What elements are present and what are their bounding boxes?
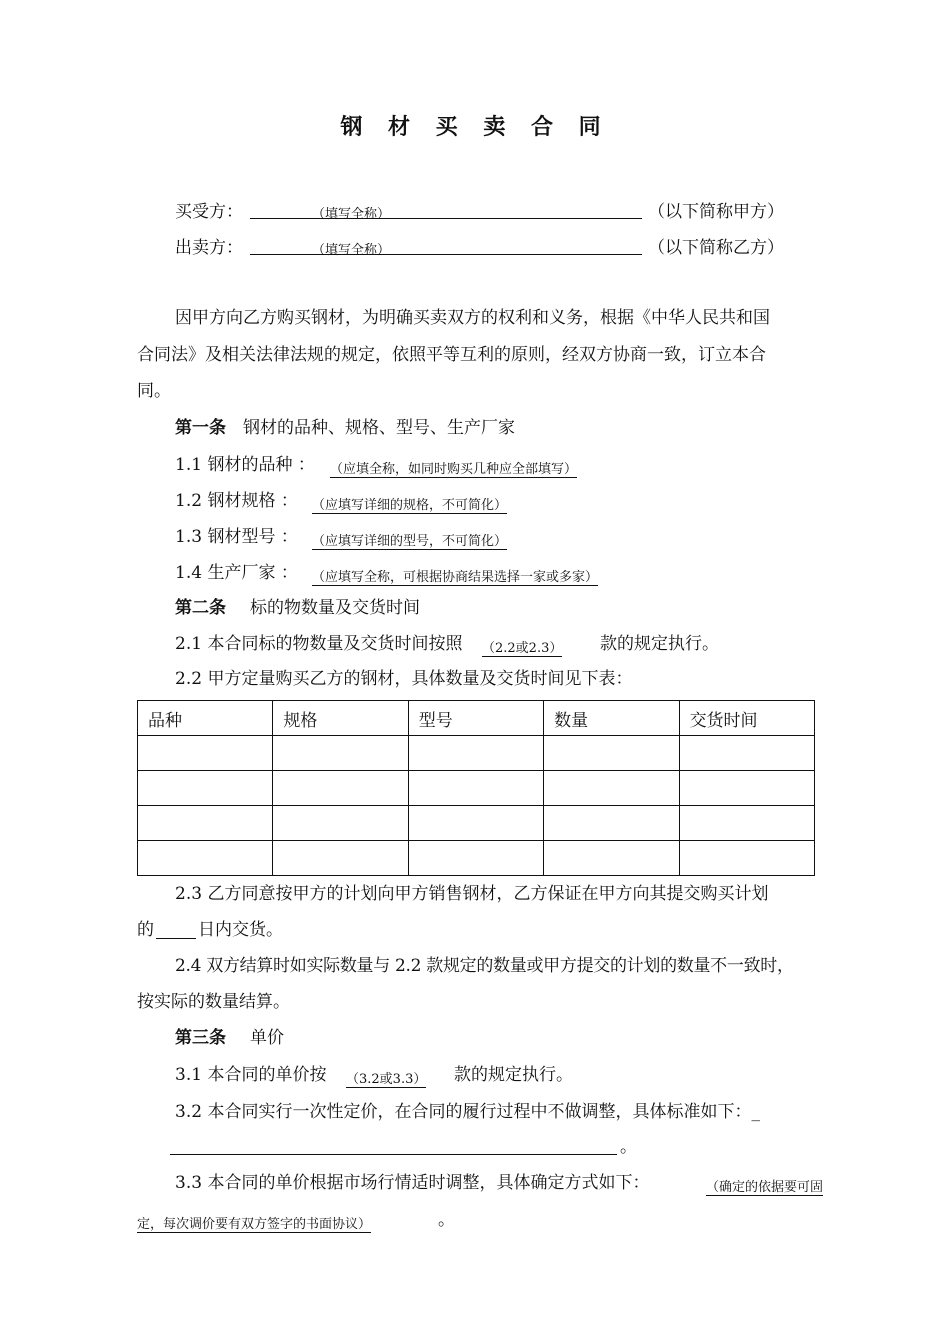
para-2-1-post: 款的规定执行。 [600, 634, 719, 654]
seller-label: 出卖方： [175, 238, 243, 258]
para-3-2: 3.2 本合同实行一次性定价，在合同的履行过程中不做调整，具体标准如下：_ [175, 1102, 760, 1122]
table-cell[interactable] [544, 736, 679, 771]
seller-hint: （填写全称） [312, 243, 391, 258]
price-standard-field[interactable] [170, 1136, 617, 1155]
item-1-1-label: 1.1 钢材的品种 ： [175, 455, 315, 475]
para-3-3-hint-2[interactable]: 定，每次调价要有双方签字的书面协议） [137, 1213, 371, 1233]
table-row [138, 841, 815, 876]
para-3-1-pre: 3.1 本合同的单价按 [175, 1065, 327, 1085]
table-cell[interactable] [273, 736, 408, 771]
table-row [138, 806, 815, 841]
seller-field[interactable] [250, 236, 642, 255]
para-3-1-post: 款的规定执行。 [454, 1065, 573, 1085]
table-cell[interactable] [138, 841, 273, 876]
item-1-1-hint[interactable]: （应填全称，如同时购买几种应全部填写） [330, 458, 577, 478]
para-3-2-end: 。 [620, 1137, 637, 1157]
para-2-1-pre: 2.1 本合同标的物数量及交货时间按照 [175, 634, 463, 654]
table-cell[interactable] [408, 806, 543, 841]
item-1-3-hint[interactable]: （应填写详细的型号，不可简化） [312, 530, 507, 550]
para-3-3-pre: 3.3 本合同的单价根据市场行情适时调整，具体确定方式如下： [175, 1173, 650, 1193]
quantity-delivery-table [137, 700, 815, 876]
delivery-days-field[interactable] [156, 920, 196, 939]
table-cell[interactable] [408, 771, 543, 806]
article-2-number: 第二条 [175, 598, 226, 618]
table-cell[interactable] [273, 841, 408, 876]
article-3-number: 第三条 [175, 1028, 226, 1048]
table-cell[interactable] [679, 841, 814, 876]
table-row [138, 771, 815, 806]
table-cell[interactable] [544, 771, 679, 806]
article-2-heading: 标的物数量及交货时间 [250, 598, 420, 618]
table-cell[interactable] [679, 806, 814, 841]
table-header-cell: 型号 [408, 701, 543, 736]
table-cell[interactable] [273, 806, 408, 841]
item-1-2-label: 1.2 钢材规格 ： [175, 491, 298, 511]
table-header-cell: 交货时间 [679, 701, 814, 736]
para-2-4-line-1: 2.4 双方结算时如实际数量与 2.2 款规定的数量或甲方提交的计划的数量不一致时， [175, 956, 794, 976]
buyer-label: 买受方： [175, 202, 243, 222]
seller-suffix: （以下简称乙方） [648, 238, 784, 258]
buyer-suffix: （以下简称甲方） [648, 202, 784, 222]
table-cell[interactable] [138, 806, 273, 841]
table-header-cell: 品种 [138, 701, 273, 736]
para-2-2: 2.2 甲方定量购买乙方的钢材，具体数量及交货时间见下表： [175, 669, 633, 689]
para-2-1-hint[interactable]: （2.2或2.3） [482, 637, 562, 657]
table-cell[interactable] [138, 736, 273, 771]
table-cell[interactable] [679, 736, 814, 771]
table-cell[interactable] [679, 771, 814, 806]
article-3-heading: 单价 [250, 1028, 284, 1048]
item-1-4-hint[interactable]: （应填写全称，可根据协商结果选择一家或多家） [312, 566, 598, 586]
table-cell[interactable] [273, 771, 408, 806]
para-2-3-line-1: 2.3 乙方同意按甲方的计划向甲方销售钢材，乙方保证在甲方向其提交购买计划 [175, 884, 769, 904]
table-header-cell: 数量 [544, 701, 679, 736]
item-1-3-label: 1.3 钢材型号 ： [175, 527, 298, 547]
table-cell[interactable] [138, 771, 273, 806]
article-1-heading: 钢材的品种、规格、型号、生产厂家 [243, 418, 515, 438]
document-title: 钢 材 买 卖 合 同 [340, 115, 610, 140]
para-2-4-line-2: 按实际的数量结算。 [137, 992, 290, 1012]
intro-line-2: 合同法》及相关法律法规的规定，依照平等互利的原则，经双方协商一致，订立本合 [137, 345, 766, 365]
intro-line-1: 因甲方向乙方购买钢材，为明确买卖双方的权利和义务，根据《中华人民共和国 [175, 308, 770, 328]
table-row [138, 736, 815, 771]
table-cell[interactable] [408, 841, 543, 876]
para-2-3-post: 日内交货。 [198, 920, 283, 940]
intro-line-3: 同。 [137, 381, 171, 401]
item-1-4-label: 1.4 生产厂家 ： [175, 563, 298, 583]
table-cell[interactable] [544, 841, 679, 876]
para-3-3-hint-1[interactable]: （确定的依据要可固 [706, 1176, 823, 1196]
table-header-cell: 规格 [273, 701, 408, 736]
buyer-field[interactable] [250, 200, 642, 219]
para-2-3-pre: 的 [137, 920, 154, 940]
buyer-hint: （填写全称） [312, 207, 391, 222]
table-cell[interactable] [544, 806, 679, 841]
para-3-3-end: 。 [438, 1210, 455, 1230]
table-cell[interactable] [408, 736, 543, 771]
article-1-number: 第一条 [175, 418, 226, 438]
para-3-1-hint[interactable]: （3.2或3.3） [346, 1068, 426, 1088]
table-header-row [138, 701, 815, 736]
item-1-2-hint[interactable]: （应填写详细的规格，不可简化） [312, 494, 507, 514]
